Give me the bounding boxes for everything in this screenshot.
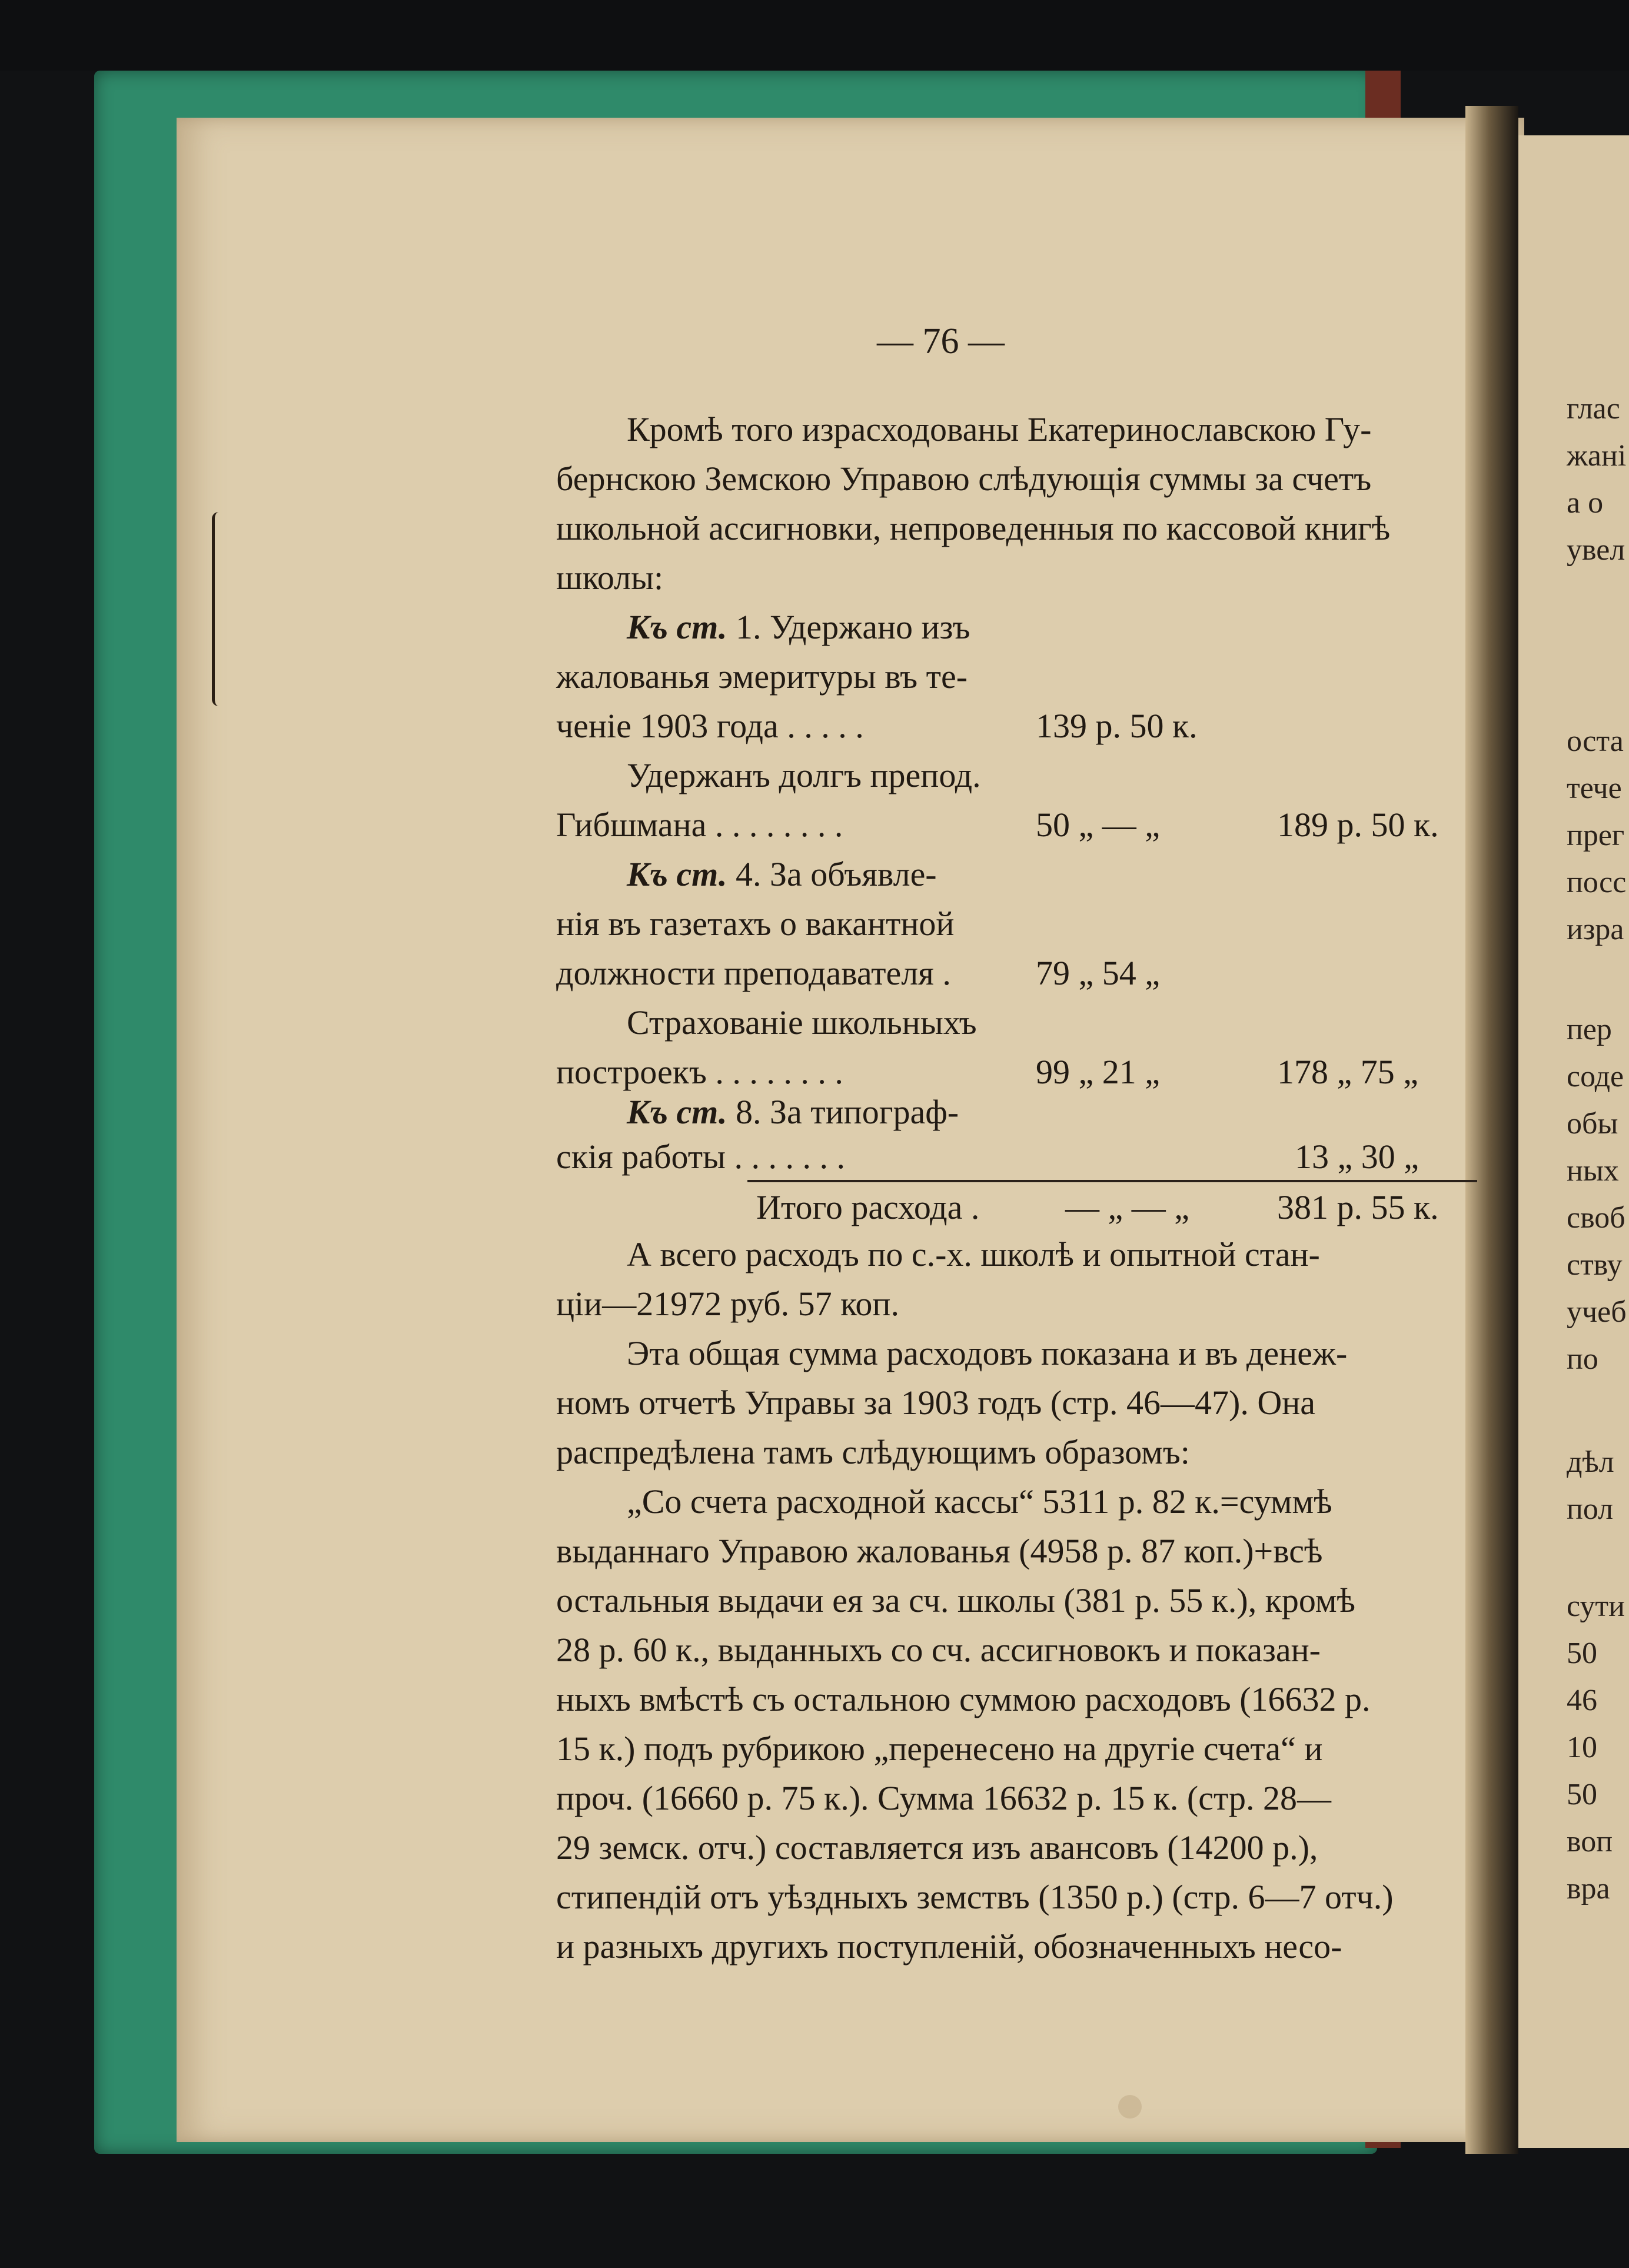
ledger-text: 8. За типограф- (735, 1093, 959, 1131)
fragment: соде (1567, 1060, 1624, 1093)
ledger-line: должности преподавателя . (556, 954, 951, 992)
fragment: ству (1567, 1248, 1623, 1282)
ledger-line: Гибшмана . . . . . . . . (556, 806, 843, 844)
text-line: выданнаго Управою жалованья (4958 р. 87 коп.)+всѣ (556, 1532, 1323, 1570)
text-line: школьной ассигновки, непроведенныя по кассовой книгѣ (556, 509, 1391, 547)
article-ref: Къ ст. (627, 855, 727, 893)
fragment: пол (1567, 1492, 1614, 1526)
ledger-line: жалованья эмеритуры въ те- (556, 657, 968, 696)
ledger-text: 1. Удержано изъ (735, 608, 970, 646)
total-subtotal: 381 р. 55 к. (1277, 1188, 1439, 1226)
fragment: воп (1567, 1825, 1613, 1858)
fragment: 50 (1567, 1637, 1597, 1670)
fragment: 50 (1567, 1778, 1597, 1811)
text-line: 29 земск. отч.) составляется изъ авансовъ (14200 р.), (556, 1828, 1318, 1867)
text-line: номъ отчетѣ Управы за 1903 годъ (стр. 46—47). Она (556, 1384, 1315, 1422)
text-line: ціи—21972 руб. 57 коп. (556, 1285, 899, 1323)
text-line: проч. (16660 р. 75 к.). Сумма 16632 р. 15 к. (стр. 28— (556, 1779, 1332, 1817)
fragment: своб (1567, 1201, 1625, 1235)
ledger-subtotal: 178 „ 75 „ (1277, 1053, 1418, 1091)
fragment: жані (1567, 439, 1627, 473)
text-line: 28 р. 60 к., выданныхъ со сч. ассигновокъ и показан- (556, 1631, 1321, 1669)
ledger-line (627, 603, 970, 652)
fragment: обы (1567, 1107, 1618, 1140)
ledger-amount: 139 р. 50 к. (1036, 707, 1198, 745)
ledger-amount: 99 „ 21 „ (1036, 1053, 1160, 1091)
total-amount: — „ — „ (1065, 1188, 1189, 1226)
fragment: оста (1567, 724, 1624, 758)
ledger-text: 4. За объявле- (735, 855, 937, 893)
ledger-line: нія въ газетахъ о вакантной (556, 904, 955, 943)
background-top (0, 0, 1629, 71)
text-line: бернскою Земскою Управою слѣдующія суммы за счетъ (556, 460, 1372, 498)
fragment: посс (1567, 866, 1627, 899)
ledger-line: Страхованіе школьныхъ (627, 1003, 977, 1042)
text-line: 15 к.) подъ рубрикою „перенесено на другіе счета“ и (556, 1730, 1323, 1768)
text-line: стипендій отъ уѣздныхъ земствъ (1350 р.) (стр. 6—7 отч.) (556, 1878, 1394, 1916)
fragment: изра (1567, 913, 1624, 946)
fragment: 46 (1567, 1684, 1597, 1717)
fragment: учеб (1567, 1295, 1627, 1329)
fragment: увел (1567, 533, 1625, 567)
text-line: А всего расходъ по с.-х. школѣ и опытной стан- (627, 1235, 1320, 1273)
text-line: распредѣлена тамъ слѣдующимъ образомъ: (556, 1433, 1190, 1471)
ledger-subtotal: 189 р. 50 к. (1277, 806, 1439, 844)
fragment: а о (1567, 486, 1604, 520)
text-line: Эта общая сумма расходовъ показана и въ денеж- (627, 1334, 1348, 1372)
ledger-amount: 50 „ — „ (1036, 806, 1160, 844)
ledger-line: скія работы . . . . . . . (556, 1138, 846, 1176)
paper-stain (1118, 2095, 1142, 2119)
fragment: 10 (1567, 1731, 1597, 1764)
fragment: вра (1567, 1872, 1610, 1905)
page-number: — 76 — (877, 321, 1005, 361)
ledger-line: ченіе 1903 года . . . . . (556, 707, 864, 745)
article-ref: Къ ст. (627, 1093, 727, 1131)
pencil-mark (212, 512, 225, 706)
total-rule (747, 1180, 1477, 1182)
fragment: пер (1567, 1013, 1612, 1046)
text-line: и разныхъ другихъ поступленій, обозначенныхъ несо- (556, 1927, 1342, 1966)
text-line: школы: (556, 558, 664, 597)
fragment: прег (1567, 819, 1625, 852)
article-ref: Къ ст. (627, 608, 727, 646)
ledger-line: построекъ . . . . . . . . (556, 1053, 843, 1091)
fragment: сути (1567, 1589, 1625, 1623)
fragment: по (1567, 1342, 1598, 1376)
text-line: ныхъ вмѣстѣ съ остальною суммою расходовъ (16632 р. (556, 1680, 1371, 1718)
ledger-line (627, 850, 937, 899)
fragment: тече (1567, 771, 1622, 805)
text-line: остальныя выдачи ея за сч. школы (381 р. 55 к.), кромѣ (556, 1581, 1356, 1619)
text-line: Кромѣ того израсходованы Екатеринославскою Гу- (627, 410, 1372, 448)
text-line: „Со счета расходной кассы“ 5311 р. 82 к.=суммѣ (627, 1482, 1332, 1521)
ledger-amount: 79 „ 54 „ (1036, 954, 1160, 992)
ledger-line (627, 1088, 959, 1137)
total-label: Итого расхода . (756, 1188, 980, 1226)
ledger-subtotal: 13 „ 30 „ (1295, 1138, 1419, 1176)
fragment: глас (1567, 392, 1620, 425)
ledger-line: Удержанъ долгъ препод. (627, 756, 981, 794)
fragment: дѣл (1567, 1445, 1614, 1479)
fragment: ных (1567, 1154, 1619, 1188)
